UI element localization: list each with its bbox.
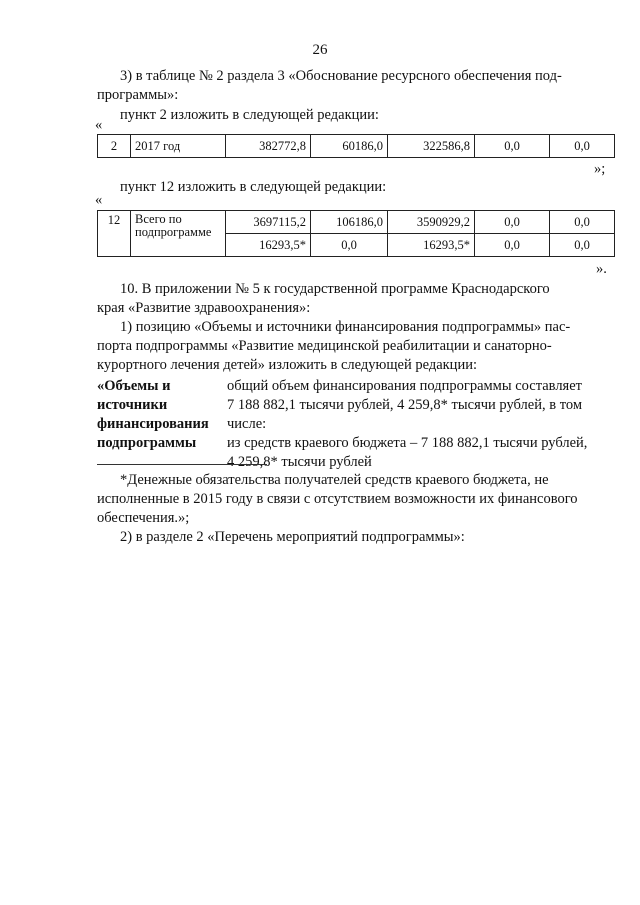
open-quote-1: « [95,117,103,133]
p1-line3: курортного лечения детей» изложить в следующей редакции: [97,357,477,373]
footnote-line: исполненные в 2015 году в связи с отсутствием возможности их финансового [97,491,578,507]
footnote-divider [97,464,267,465]
table-row [98,211,615,234]
passport-label [97,377,222,453]
punkt12-intro: пункт 12 изложить в следующей редакции: [120,179,387,195]
page-number: 26 [312,42,328,58]
table-punkt-12 [97,210,615,257]
passport-label-line: подпрограммы [97,435,197,451]
table-cell: 60186,0 [311,135,388,158]
table-cell: 3697115,2 [226,211,311,234]
table-cell-label [131,211,226,257]
close-quote-1: »; [594,161,606,177]
passport-label-line: «Объемы и [97,378,171,394]
table-punkt-2 [97,134,615,158]
footnote-line: *Денежные обязательства получателей средств краевого бюджета, не [120,472,549,488]
table-cell: 16293,5* [388,234,475,257]
table-cell: 0,0 [475,211,550,234]
item3-line2: программы»: [97,87,179,103]
table-cell: 0,0 [475,135,550,158]
passport-text-line: общий объем финансирования подпрограммы составляет [227,378,582,394]
table-cell: 2017 год [131,135,226,158]
passport-text-line: 4 259,8* тысячи рублей [227,454,372,470]
table-row [98,135,615,158]
passport-text-line: из средств краевого бюджета – 7 188 882,1 тысячи рублей, [227,435,588,451]
table-cell: 12 [98,211,131,257]
open-quote-2: « [95,192,103,208]
passport-text-line: числе: [227,416,267,432]
table-cell: 3590929,2 [388,211,475,234]
passport-text [227,377,612,472]
label-line: Всего по [135,212,182,226]
footnote-line: обеспечения.»; [97,510,190,526]
p1-line2: порта подпрограммы «Развитие медицинской реабилитации и санаторно- [97,338,552,354]
p10-line1: 10. В приложении № 5 к государственной программе Краснодарского [120,281,550,297]
label-line: подпрограмме [135,225,212,239]
table-cell: 0,0 [550,135,615,158]
table-cell: 0,0 [550,211,615,234]
table-cell: 382772,8 [226,135,311,158]
punkt2-intro: пункт 2 изложить в следующей редакции: [120,107,379,123]
table-cell: 322586,8 [388,135,475,158]
p1-line1: 1) позицию «Объемы и источники финансирования подпрограммы» пас- [120,319,571,335]
passport-text-line: 7 188 882,1 тысячи рублей, 4 259,8* тысячи рублей, в том [227,397,582,413]
table-cell: 106186,0 [311,211,388,234]
table-cell: 2 [98,135,131,158]
item3-line1: 3) в таблице № 2 раздела 3 «Обоснование ресурсного обеспечения под- [120,68,562,84]
close-quote-2: ». [596,261,607,277]
table-cell: 16293,5* [226,234,311,257]
p10-line2: края «Развитие здравоохранения»: [97,300,311,316]
table-cell: 0,0 [311,234,388,257]
table-cell: 0,0 [475,234,550,257]
table-cell: 0,0 [550,234,615,257]
passport-label-line: источники [97,397,168,413]
p2-line: 2) в разделе 2 «Перечень мероприятий подпрограммы»: [120,529,465,545]
passport-label-line: финансирования [97,416,209,432]
